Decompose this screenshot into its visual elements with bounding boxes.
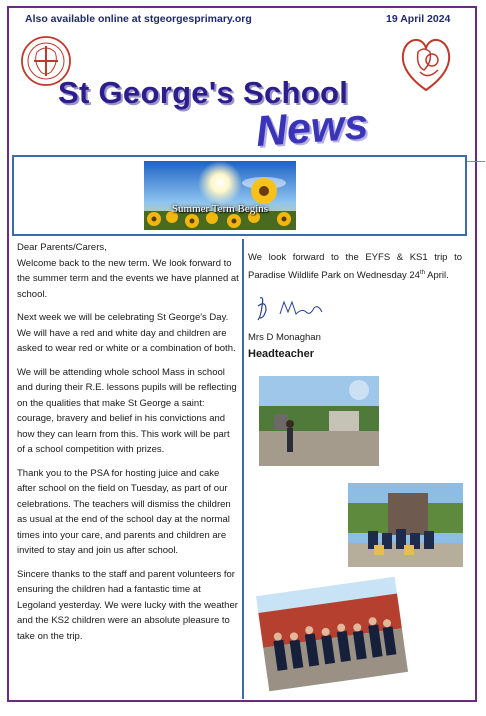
paragraph-mass: We will be attending whole school Mass in school and during their R.E. lessons pupils will be reflecting on the qualities that make St George a saint: courage, bravery and belief in his convictions and how they can learn from this. This work will be part of a school competition with prizes. [17, 366, 237, 455]
paragraph-psa-thanks: Thank you to the PSA for hosting juice and cake after school on the field on Tuesday, as part of our celebrations. The teachers will dismiss the children as usual at the end of the school day at the normal times into your care, and parents and children are invited to stay and join us after school. [17, 467, 231, 556]
mother-and-child-logo-icon [398, 32, 454, 96]
banner-caption: Summer Term Begins [171, 203, 269, 215]
newsletter-date: 19 April 2024 [386, 13, 451, 25]
column-divider [242, 239, 244, 699]
signature [252, 294, 332, 324]
sunflower-sky-illustration [144, 161, 296, 230]
paragraph-welcome: Welcome back to the new term. We look forward to the summer term and the events we have planned at school. [17, 257, 239, 300]
paragraph-legoland: Sincere thanks to the staff and parent volunteers for ensuring the children had a fantastic time at Legoland yesterday. We were lucky with the weather and the KS2 children were an absolute pleasure to take on the trip. [17, 568, 238, 642]
news-title: News [254, 100, 370, 156]
paragraph-st-georges-day: Next week we will be celebrating St George's Day. We will have a red and white day and children are asked to wear red or white or a combination of both. [17, 312, 236, 354]
banner-divider [467, 161, 485, 162]
online-availability-text: Also available online at stgeorgesprimary.org [25, 13, 252, 25]
greeting: Dear Parents/Carers, [17, 242, 107, 253]
legoland-photo [259, 376, 379, 466]
right-column [248, 250, 462, 283]
summer-term-banner-image [144, 161, 296, 230]
class-trip-photo [348, 483, 463, 567]
school-title: St George's School [58, 75, 349, 110]
signatory-name: Mrs D Monaghan [248, 332, 321, 343]
group-photo [253, 573, 412, 694]
signatory-title: Headteacher [248, 348, 315, 360]
trip-announcement: We look forward to the EYFS & KS1 trip to Paradise Wildlife Park on Wednesday 24th April. [248, 252, 462, 281]
letter-column [17, 240, 239, 652]
